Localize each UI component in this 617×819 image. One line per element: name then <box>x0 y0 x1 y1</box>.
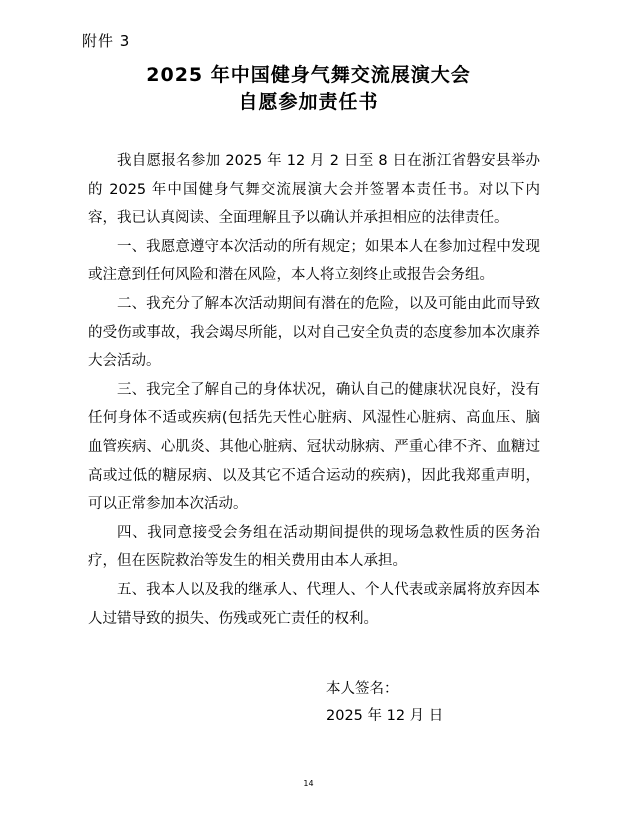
signature-date: 2025 年 12 月 日 <box>326 708 444 724</box>
page-number: 14 <box>303 779 314 788</box>
document-subtitle: 自愿参加责任书 <box>238 91 379 113</box>
document-title: 2025 年中国健身气舞交流展演大会 <box>146 64 471 86</box>
document-body <box>88 147 540 633</box>
clause-paragraph-3: 三、我完全了解自己的身体状况，确认自己的健康状况良好，没有任何身体不适或疾病(包括先天性心脏病、风湿性心脏病、高血压、脑血管疾病、心肌炎、其他心脏病、冠状动脉病、严重心律不齐、血糖过高或过低的糖尿病、以及其它不适合运动的疾病)，因此我郑重声明，可以正常参加本次活动。 <box>88 381 540 513</box>
clause-paragraph-2: 二、我充分了解本次活动期间有潜在的危险，以及可能由此而导致的受伤或事故，我会竭尽所能，以对自己安全负责的态度参加本次康养大会活动。 <box>88 295 540 370</box>
clause-paragraph-4: 四、我同意接受会务组在活动期间提供的现场急救性质的医务治疗，但在医院救治等发生的相关费用由本人承担。 <box>88 524 540 570</box>
clause-paragraph-1: 一、我愿意遵守本次活动的所有规定；如果本人在参加过程中发现或注意到任何风险和潜在风险，本人将立刻终止或报告会务组。 <box>88 238 540 284</box>
signature-label: 本人签名： <box>326 681 399 697</box>
intro-paragraph: 我自愿报名参加 2025 年 12 月 2 日至 8 日在浙江省磐安县举办的 2025 年中国健身气舞交流展演大会并签署本责任书。对以下内容，我已认真阅读、全面理解且予以确认并承担相应的法律责任。 <box>88 153 540 227</box>
attachment-label: 附件 3 <box>82 32 131 50</box>
clause-paragraph-5: 五、我本人以及我的继承人、代理人、个人代表或亲属将放弃因本人过错导致的损失、伤残或死亡责任的权利。 <box>88 581 540 627</box>
